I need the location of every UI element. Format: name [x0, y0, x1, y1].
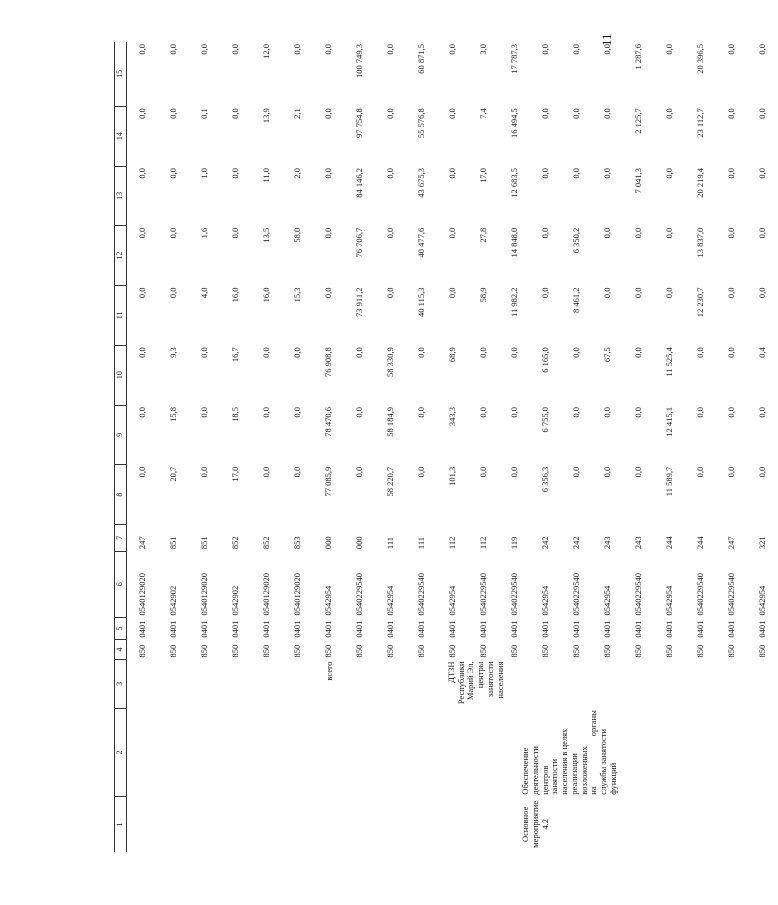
- value-2021: 0,0: [137, 44, 148, 55]
- value-2021: 60 871,5: [416, 44, 427, 74]
- section-code: 0401: [540, 620, 551, 638]
- grbs-code: 850: [633, 644, 644, 658]
- grbs-code: 850: [230, 644, 241, 658]
- value-2020: 23 112,7: [695, 108, 706, 138]
- value-2017: 0,0: [137, 287, 148, 299]
- value-2017: 0,0: [602, 287, 613, 299]
- value-2017: 0,0: [664, 287, 675, 299]
- expense-type-code: 112: [447, 536, 458, 550]
- value-2014: 0,0: [695, 466, 706, 478]
- grbs-code: 850: [354, 644, 365, 658]
- value-2019: 17,0: [478, 168, 489, 183]
- value-2016: 68,9: [447, 347, 458, 363]
- value-2021: 0,0: [602, 44, 613, 55]
- value-2019: 7 041,3: [633, 168, 644, 194]
- value-2018: 0,0: [602, 227, 613, 239]
- value-2020: 0,0: [168, 108, 179, 119]
- value-2015: 0,0: [416, 407, 427, 418]
- grbs-code: 850: [726, 644, 737, 658]
- value-2021: 0,0: [168, 44, 179, 55]
- value-2017: 0,0: [323, 287, 334, 299]
- value-2019: 0,0: [540, 168, 551, 179]
- value-2015: 0,0: [261, 407, 272, 418]
- value-2018: 0,0: [757, 227, 768, 239]
- col-header: 4: [115, 640, 127, 660]
- col-header: 13: [115, 166, 127, 226]
- section-code: 0401: [168, 620, 179, 638]
- value-2017: 0,0: [168, 287, 179, 299]
- value-2019: 0,0: [664, 168, 675, 179]
- section-code: 0401: [385, 620, 396, 638]
- value-2016: 0,0: [478, 347, 489, 358]
- value-2021: 0,0: [447, 44, 458, 55]
- value-2020: 0,0: [664, 108, 675, 119]
- grbs-code: 850: [509, 644, 520, 658]
- value-2014: 0,0: [602, 466, 613, 478]
- value-2016: 0,4: [757, 347, 768, 358]
- grbs-code: 850: [695, 644, 706, 658]
- value-2015: 0,0: [602, 407, 613, 418]
- section-code: 0401: [602, 620, 613, 638]
- value-2017: 8 461,2: [571, 287, 582, 314]
- value-2016: 16,7: [230, 347, 241, 363]
- grbs-code: 850: [478, 644, 489, 658]
- value-2020: 0,0: [571, 108, 582, 119]
- col-header: 6: [115, 551, 127, 617]
- value-2017: 73 911,2: [354, 287, 365, 317]
- target-article-code: 0540229540: [726, 572, 737, 616]
- value-2018: 0,0: [447, 227, 458, 239]
- value-2019: 0,0: [602, 168, 613, 179]
- value-2018: 13 837,0: [695, 227, 706, 258]
- value-2015: 0,0: [292, 407, 303, 418]
- value-2014: 11 589,7: [664, 466, 675, 497]
- col-header: 9: [115, 405, 127, 465]
- grbs-code: 850: [137, 644, 148, 658]
- value-2016: 0,0: [416, 347, 427, 358]
- value-2016: 0,0: [261, 347, 272, 358]
- value-2019: 2,0: [292, 168, 303, 179]
- section-code: 0401: [509, 620, 520, 638]
- value-2019: 0,0: [137, 168, 148, 179]
- section-code: 0401: [695, 620, 706, 638]
- value-2020: 97 754,8: [354, 108, 365, 139]
- value-2016: 76 908,8: [323, 347, 334, 378]
- value-2014: 0,0: [199, 466, 210, 478]
- value-2015: 0,0: [354, 407, 365, 418]
- description-word: Обеспечение: [520, 747, 530, 795]
- value-2014: 17,0: [230, 466, 241, 482]
- value-2014: 0,0: [416, 466, 427, 478]
- expense-type-code: 244: [664, 536, 675, 550]
- value-2020: 0,0: [323, 108, 334, 119]
- description-word: населения в целях: [559, 728, 570, 795]
- executor-name-line: центры: [475, 661, 486, 689]
- grbs-code: 850: [168, 644, 179, 658]
- value-2017: 0,0: [726, 287, 737, 299]
- value-2015: 0,0: [726, 407, 737, 418]
- value-2019: 0,0: [323, 168, 334, 179]
- value-2020: 7,4: [478, 108, 489, 119]
- value-2021: 100 749,3: [354, 44, 365, 78]
- grbs-code: 850: [385, 644, 396, 658]
- target-article-code: 0542954: [664, 585, 675, 616]
- expense-type-code: 247: [726, 536, 737, 550]
- grbs-code: 850: [292, 644, 303, 658]
- executor-total-label: всего: [324, 661, 334, 681]
- executor-name-line: Республики: [455, 661, 466, 705]
- grbs-code: 850: [447, 644, 458, 658]
- grbs-code: 850: [199, 644, 210, 658]
- value-2017: 0,0: [540, 287, 551, 299]
- value-2019: 0,0: [757, 168, 768, 179]
- value-2018: 14 848,0: [509, 227, 520, 258]
- value-2017: 58,9: [478, 287, 489, 303]
- target-article-code: 0542954: [447, 585, 458, 616]
- value-2017: 11 982,2: [509, 287, 520, 317]
- measure-title-cell: [127, 797, 778, 852]
- target-article-code: 0540229540: [354, 572, 365, 616]
- value-2015: 18,5: [230, 407, 241, 422]
- value-2018: 76 706,7: [354, 227, 365, 258]
- value-2015: 0,0: [137, 407, 148, 418]
- description-word: органы: [588, 710, 599, 737]
- value-2018: 13,5: [261, 227, 272, 243]
- expense-type-code: 111: [416, 536, 427, 550]
- value-2020: 0,0: [137, 108, 148, 119]
- description-word: деятельности: [529, 746, 540, 795]
- section-code: 0401: [199, 620, 210, 638]
- value-2020: 13,9: [261, 108, 272, 124]
- executor-name-line: ДТЗН: [445, 661, 456, 683]
- section-code: 0401: [354, 620, 365, 638]
- value-2021: 0,0: [571, 44, 582, 55]
- value-2017: 0,0: [633, 287, 644, 299]
- value-2015: 12 415,1: [664, 407, 675, 437]
- value-2015: 0,0: [695, 407, 706, 418]
- value-2016: 58 330,9: [385, 347, 396, 378]
- value-2015: 343,3: [447, 407, 458, 427]
- expense-type-code: 851: [199, 536, 210, 550]
- value-2020: 2 125,7: [633, 108, 644, 134]
- value-2019: 12 683,5: [509, 168, 520, 198]
- value-2018: 0,0: [385, 227, 396, 239]
- executor-name-line: населения: [494, 661, 505, 699]
- expense-type-code: 243: [633, 536, 644, 550]
- grbs-code: 850: [571, 644, 582, 658]
- value-2021: 1 287,6: [633, 44, 644, 70]
- section-code: 0401: [323, 620, 334, 638]
- value-2021: 0,0: [230, 44, 241, 55]
- section-code: 0401: [726, 620, 737, 638]
- value-2014: 58 220,7: [385, 466, 396, 497]
- target-article-code: 0542954: [540, 585, 551, 616]
- value-2018: 0,0: [633, 227, 644, 239]
- executor-cell: [127, 659, 778, 708]
- value-2018: 0,0: [230, 227, 241, 239]
- expense-type-code: 111: [385, 536, 396, 550]
- value-2015: 15,8: [168, 407, 179, 422]
- value-2018: 0,0: [726, 227, 737, 239]
- description-word: возложенных: [578, 746, 589, 795]
- value-2021: 0,0: [385, 44, 396, 55]
- value-2014: 0,0: [633, 466, 644, 478]
- value-2017: 15,3: [292, 287, 303, 303]
- value-2015: 0,0: [509, 407, 520, 418]
- header-row: [115, 42, 127, 852]
- value-2017: 40 115,3: [416, 287, 427, 317]
- expense-type-code: 247: [137, 536, 148, 550]
- value-2018: 40 477,6: [416, 227, 427, 258]
- target-article-code: 0542954: [602, 585, 613, 616]
- expense-type-code: 243: [602, 536, 613, 550]
- value-2020: 16 494,5: [509, 108, 520, 139]
- value-2018: 27,8: [478, 227, 489, 243]
- value-2016: 6 165,0: [540, 347, 551, 373]
- col-header: 8: [115, 465, 127, 525]
- value-2016: 0,0: [726, 347, 737, 358]
- value-2019: 0,0: [168, 168, 179, 179]
- expense-type-code: 242: [571, 536, 582, 550]
- description-word: службы занятости: [598, 728, 609, 795]
- rotated-table-block: [114, 42, 768, 852]
- expense-type-code: 244: [695, 536, 706, 550]
- col-header: 3: [115, 659, 127, 708]
- value-2014: 0,0: [354, 466, 365, 478]
- target-article-code: 0540129020: [292, 572, 303, 616]
- value-2014: 20,7: [168, 466, 179, 482]
- measure-title-line: 4.2: [539, 819, 550, 830]
- value-2016: 0,0: [633, 347, 644, 358]
- value-2016: 0,0: [137, 347, 148, 358]
- value-2021: 0,0: [757, 44, 768, 55]
- value-2021: 0,0: [292, 44, 303, 55]
- grbs-code: 850: [416, 644, 427, 658]
- description-word: функций: [607, 762, 618, 795]
- measure-title-line: мероприятие: [529, 800, 540, 848]
- section-code: 0401: [447, 620, 458, 638]
- value-2019: 0,0: [571, 168, 582, 179]
- value-2020: 0,0: [757, 108, 768, 119]
- measure-title-line: Основное: [520, 806, 530, 843]
- value-2020: 0,0: [447, 108, 458, 119]
- value-2014: 0,0: [726, 466, 737, 478]
- grbs-code: 850: [323, 644, 334, 658]
- value-2019: 0,0: [230, 168, 241, 179]
- value-2021: 0,0: [726, 44, 737, 55]
- target-article-code: 0540229540: [478, 572, 489, 616]
- value-2017: 0,0: [385, 287, 396, 299]
- section-code: 0401: [664, 620, 675, 638]
- value-2014: 0,0: [509, 466, 520, 478]
- section-code: 0401: [571, 620, 582, 638]
- grbs-code: 850: [261, 644, 272, 658]
- value-2016: 0,0: [695, 347, 706, 358]
- target-article-code: 0540129020: [199, 572, 210, 616]
- expense-type-code: 112: [478, 536, 489, 550]
- target-article-code: 0542902: [230, 585, 241, 616]
- target-article-code: 0542954: [757, 585, 768, 616]
- value-2019: 84 146,2: [354, 168, 365, 198]
- value-2018: 0,0: [323, 227, 334, 239]
- target-article-code: 0540229540: [695, 572, 706, 616]
- value-2021: 20 396,5: [695, 44, 706, 74]
- section-code: 0401: [633, 620, 644, 638]
- expense-type-code: 242: [540, 536, 551, 550]
- value-2015: 0,0: [199, 407, 210, 418]
- target-article-code: 0540229540: [509, 572, 520, 616]
- target-article-code: 0540229540: [571, 572, 582, 616]
- value-2018: 0,0: [540, 227, 551, 239]
- value-2015: 6 755,0: [540, 407, 551, 433]
- table-row: [127, 42, 159, 852]
- section-code: 0401: [261, 620, 272, 638]
- value-2020: 0,0: [230, 108, 241, 119]
- expense-type-code: 000: [323, 536, 334, 550]
- value-2019: 0,0: [726, 168, 737, 179]
- col-header: 10: [115, 345, 127, 405]
- value-2021: 3,0: [478, 44, 489, 55]
- value-2014: 0,0: [137, 466, 148, 478]
- value-2014: 0,0: [292, 466, 303, 478]
- section-code: 0401: [478, 620, 489, 638]
- target-article-code: 0540129020: [137, 572, 148, 616]
- value-2016: 11 525,4: [664, 347, 675, 377]
- value-2021: 12,0: [261, 44, 272, 59]
- budget-table: [114, 42, 778, 852]
- col-header: 15: [115, 42, 127, 106]
- description-line: [609, 710, 619, 795]
- value-2018: 6 350,2: [571, 227, 582, 254]
- value-2017: 0,0: [447, 287, 458, 299]
- value-2014: 0,0: [261, 466, 272, 478]
- section-code: 0401: [757, 620, 768, 638]
- value-2015: 0,0: [757, 407, 768, 418]
- target-article-code: 0540229540: [416, 572, 427, 616]
- value-2021: 0,0: [323, 44, 334, 55]
- expense-type-code: 119: [509, 536, 520, 550]
- value-2020: 0,1: [199, 108, 210, 119]
- section-code: 0401: [230, 620, 241, 638]
- col-header: 1: [115, 797, 127, 852]
- value-2016: 0,0: [354, 347, 365, 358]
- value-2020: 0,0: [540, 108, 551, 119]
- page-number: 11: [599, 33, 614, 46]
- value-2016: 0,0: [292, 347, 303, 358]
- col-header: 5: [115, 617, 127, 639]
- target-article-code: 0540229540: [633, 572, 644, 616]
- value-2019: 1,0: [199, 168, 210, 179]
- value-2017: 16,0: [230, 287, 241, 303]
- value-2017: 4,0: [199, 287, 210, 299]
- value-2018: 0,0: [137, 227, 148, 239]
- col-header: 2: [115, 708, 127, 797]
- value-2020: 0,0: [385, 108, 396, 119]
- section-code: 0401: [292, 620, 303, 638]
- grbs-code: 850: [602, 644, 613, 658]
- value-2016: 67,5: [602, 347, 613, 363]
- expense-type-code: 852: [230, 536, 241, 550]
- description-word: на: [588, 786, 599, 795]
- col-header: 14: [115, 106, 127, 166]
- value-2018: 0,0: [168, 227, 179, 239]
- value-2018: 1,6: [199, 227, 210, 239]
- value-2018: 58,0: [292, 227, 303, 243]
- value-2014: 101,3: [447, 466, 458, 486]
- value-2019: 11,0: [261, 168, 272, 183]
- value-2016: 0,0: [199, 347, 210, 358]
- value-2014: 0,0: [757, 466, 768, 478]
- measure-description-cell: [127, 708, 778, 797]
- expense-type-code: 321: [757, 536, 768, 550]
- description-word: реализации: [568, 753, 579, 795]
- value-2016: 0,0: [571, 347, 582, 358]
- value-2021: 0,0: [664, 44, 675, 55]
- description-word: центров: [539, 765, 550, 795]
- target-article-code: 0540129020: [261, 572, 272, 616]
- expense-type-code: 851: [168, 536, 179, 550]
- value-2020: 0,0: [726, 108, 737, 119]
- col-header: 7: [115, 525, 127, 552]
- value-2021: 0,0: [540, 44, 551, 55]
- section-code: 0401: [416, 620, 427, 638]
- value-2014: 77 085,9: [323, 466, 334, 497]
- expense-type-code: 853: [292, 536, 303, 550]
- executor-name-line: Марий Эл,: [465, 661, 476, 701]
- value-2018: 0,0: [664, 227, 675, 239]
- grbs-code: 850: [664, 644, 675, 658]
- value-2015: 78 470,6: [323, 407, 334, 437]
- value-2017: 16,0: [261, 287, 272, 303]
- grbs-code: 850: [757, 644, 768, 658]
- value-2014: 0,0: [478, 466, 489, 478]
- value-2017: 12 230,7: [695, 287, 706, 318]
- value-2020: 2,1: [292, 108, 303, 119]
- value-2014: 0,0: [571, 466, 582, 478]
- value-2019: 43 675,3: [416, 168, 427, 198]
- value-2020: 0,0: [602, 108, 613, 119]
- value-2014: 6 356,3: [540, 466, 551, 493]
- col-header: 11: [115, 286, 127, 346]
- value-2021: 17 787,3: [509, 44, 520, 74]
- value-2019: 20 219,4: [695, 168, 706, 198]
- value-2021: 0,0: [199, 44, 210, 55]
- value-2015: 58 184,9: [385, 407, 396, 437]
- value-2019: 0,0: [447, 168, 458, 179]
- description-word: занятости: [549, 758, 560, 795]
- value-2015: 0,0: [478, 407, 489, 418]
- expense-type-code: 852: [261, 536, 272, 550]
- section-code: 0401: [137, 620, 148, 638]
- value-2016: 9,3: [168, 347, 179, 358]
- target-article-code: 0542954: [385, 585, 396, 616]
- grbs-code: 850: [540, 644, 551, 658]
- value-2015: 0,0: [571, 407, 582, 418]
- value-2017: 0,0: [757, 287, 768, 299]
- executor-name-line: занятости: [484, 661, 495, 698]
- value-2020: 55 576,8: [416, 108, 427, 139]
- col-header: 12: [115, 226, 127, 286]
- value-2019: 0,0: [385, 168, 396, 179]
- target-article-code: 0542902: [168, 585, 179, 616]
- expense-type-code: 000: [354, 536, 365, 550]
- target-article-code: 0542954: [323, 585, 334, 616]
- value-2016: 0,0: [509, 347, 520, 358]
- value-2015: 0,0: [633, 407, 644, 418]
